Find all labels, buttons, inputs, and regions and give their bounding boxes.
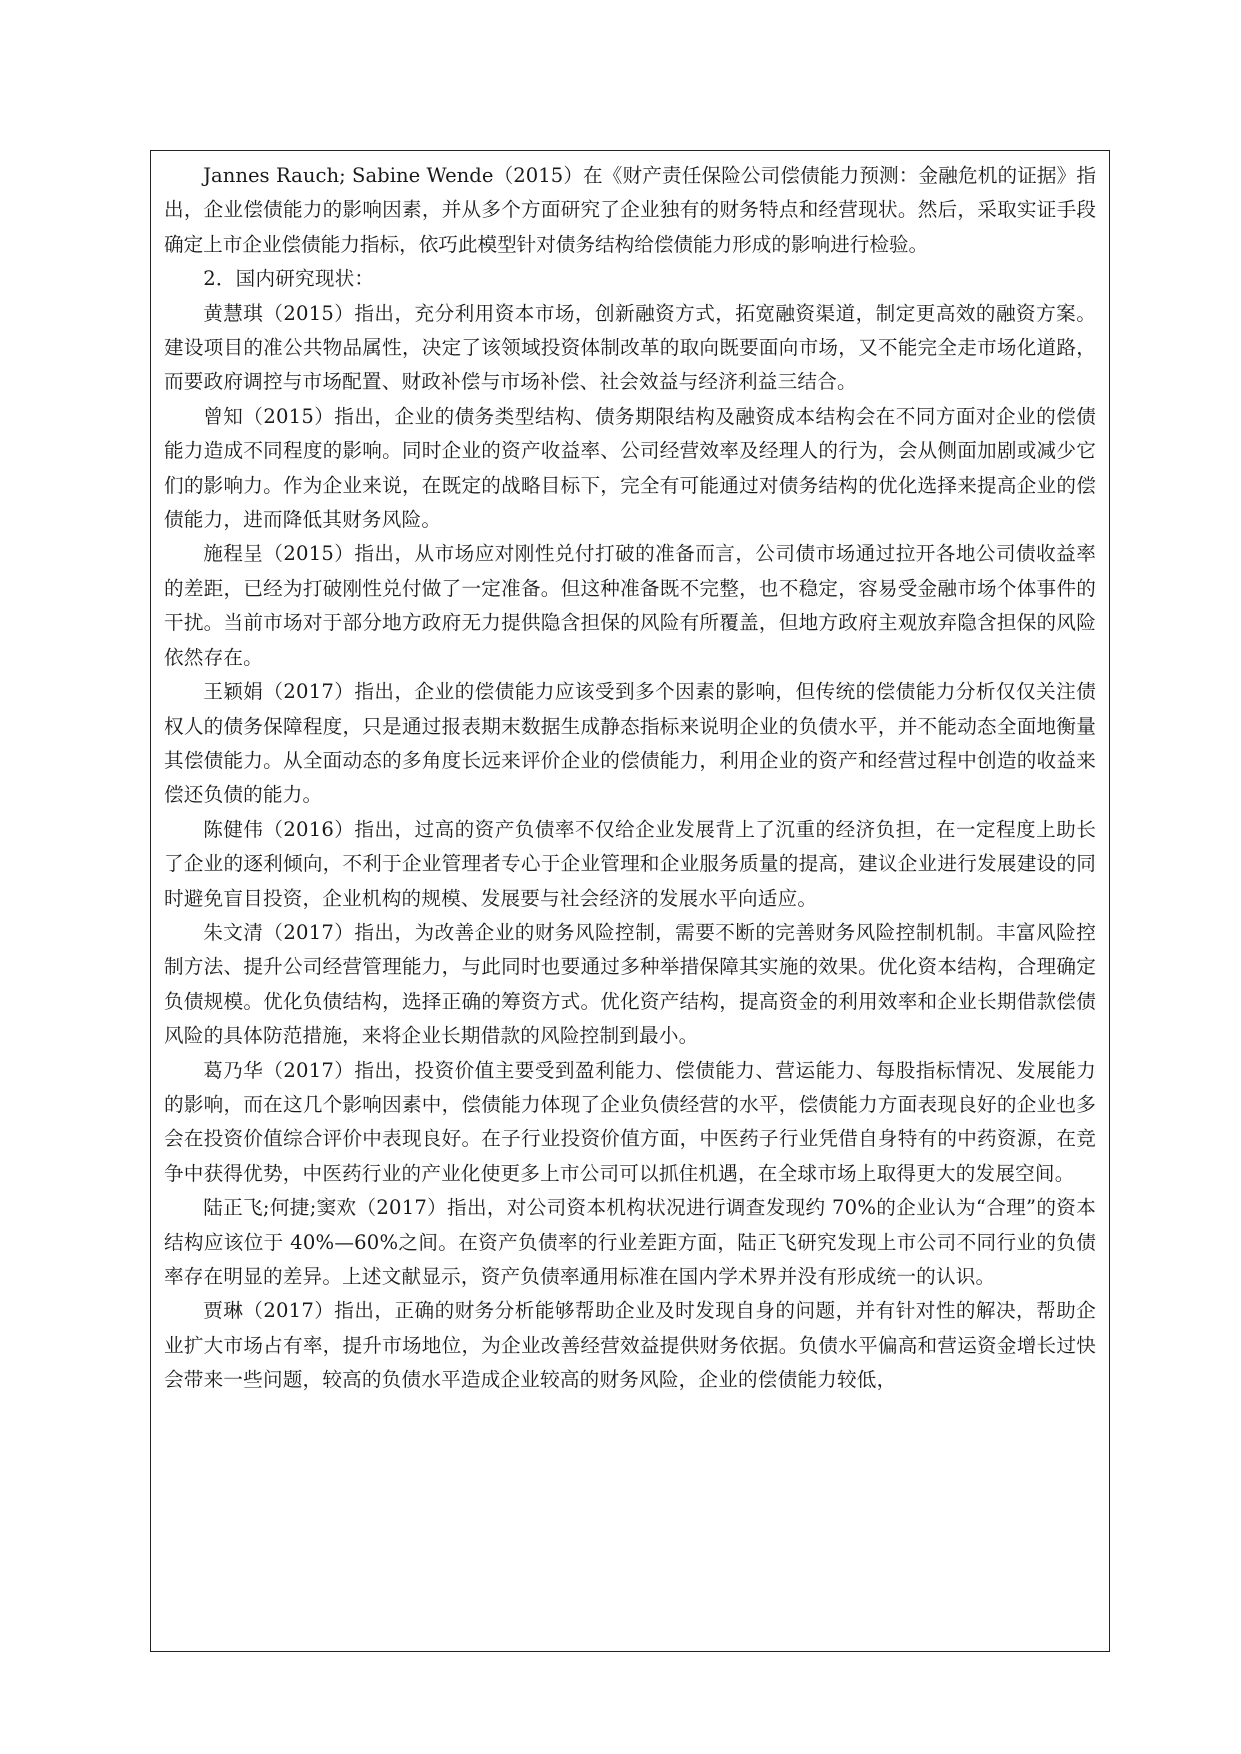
section-heading-domestic-research: 2．国内研究现状：: [203, 267, 375, 291]
paragraph-zhu-wenqing: 朱文清（2017）指出，为改善企业的财务风险控制，需要不断的完善财务风险控制机制。丰富风险控制方法、提升公司经营管理能力，与此同时也要通过多种举措保障其实施的效果。优化资本结构，合理确定负债规模。优化负债结构，选择正确的筹资方式。优化资产结构，提高资金的利用效率和企业长期借款偿债风险的具体防范措施，来将企业长期借款的风险控制到最小。: [164, 920, 1096, 1048]
paragraph-wang-yingjuan: 王颖娟（2017）指出，企业的偿债能力应该受到多个因素的影响，但传统的偿债能力分析仅仅关注债权人的债务保障程度，只是通过报表期末数据生成静态指标来说明企业的负债水平，并不能动态全面地衡量其偿债能力。从全面动态的多角度长远来评价企业的偿债能力，利用企业的资产和经营过程中创造的收益来偿还负债的能力。: [164, 680, 1096, 807]
paragraph-rauch-wende: Jannes Rauch; Sabine Wende（2015）在《财产责任保险公司偿债能力预测：金融危机的证据》指出，企业偿债能力的影响因素，并从多个方面研究了企业独有的财务特点和经营现状。然后，采取实证手段确定上市企业偿债能力指标，依巧此模型针对债务结构给偿债能力形成的影响进行检验。: [164, 164, 1096, 256]
paragraph-jia-lin: 贾琳（2017）指出，正确的财务分析能够帮助企业及时发现自身的问题，并有针对性的解决，帮助企业扩大市场占有率，提升市场地位，为企业改善经营效益提供财务依据。负债水平偏高和营运资金增长过快会带来一些问题，较高的负债水平造成企业较高的财务风险，企业的偿债能力较低，: [164, 1299, 1096, 1392]
paragraph-chen-jianwei: 陈健伟（2016）指出，过高的资产负债率不仅给企业发展背上了沉重的经济负担，在一定程度上助长了企业的逐利倾向，不利于企业管理者专心于企业管理和企业服务质量的提高，建议企业进行发展建设的同时避免盲目投资，企业机构的规模、发展要与社会经济的发展水平向适应。: [164, 817, 1096, 910]
content-frame: [150, 150, 1110, 1652]
paragraph-shi-chengcheng: 施程呈（2015）指出，从市场应对刚性兑付打破的准备而言，公司债市场通过拉开各地公司债收益率的差距，已经为打破刚性兑付做了一定准备。但这种准备既不完整，也不稳定，容易受金融市场个体事件的干扰。当前市场对于部分地方政府无力提供隐含担保的风险有所覆盖，但地方政府主观放弃隐含担保的风险依然存在。: [164, 542, 1096, 669]
paragraph-lu-zhengfei: 陆正飞;何捷;窦欢（2017）指出，对公司资本机构状况进行调查发现约 70%的企业认为“合理”的资本结构应该位于 40%—60%之间。在资产负债率的行业差距方面，陆正飞研究发现上市公司不同行业的负债率存在明显的差异。上述文献显示，资产负债率通用标准在国内学术界并没有形成统一的认识。: [164, 1196, 1096, 1288]
paragraph-huang-huiqi: 黄慧琪（2015）指出，充分利用资本市场，创新融资方式，拓宽融资渠道，制定更高效的融资方案。建设项目的准公共物品属性，决定了该领域投资体制改革的取向既要面向市场，又不能完全走市场化道路，而要政府调控与市场配置、财政补偿与市场补偿、社会效益与经济利益三结合。: [164, 301, 1096, 394]
paragraph-zeng-zhi: 曾知（2015）指出，企业的债务类型结构、债务期限结构及融资成本结构会在不同方面对企业的偿债能力造成不同程度的影响。同时企业的资产收益率、公司经营效率及经理人的行为，会从侧面加剧或减少它们的影响力。作为企业来说，在既定的战略目标下，完全有可能通过对债务结构的优化选择来提高企业的偿债能力，进而降低其财务风险。: [164, 404, 1096, 532]
paragraph-ge-naihua: 葛乃华（2017）指出，投资价值主要受到盈利能力、偿债能力、营运能力、每股指标情况、发展能力的影响，而在这几个影响因素中，偿债能力体现了企业负债经营的水平，偿债能力方面表现良好的企业也多会在投资价值综合评价中表现良好。在子行业投资价值方面，中医药子行业凭借自身特有的中药资源，在竞争中获得优势，中医药行业的产业化使更多上市公司可以抓住机遇，在全球市场上取得更大的发展空间。: [164, 1058, 1096, 1185]
